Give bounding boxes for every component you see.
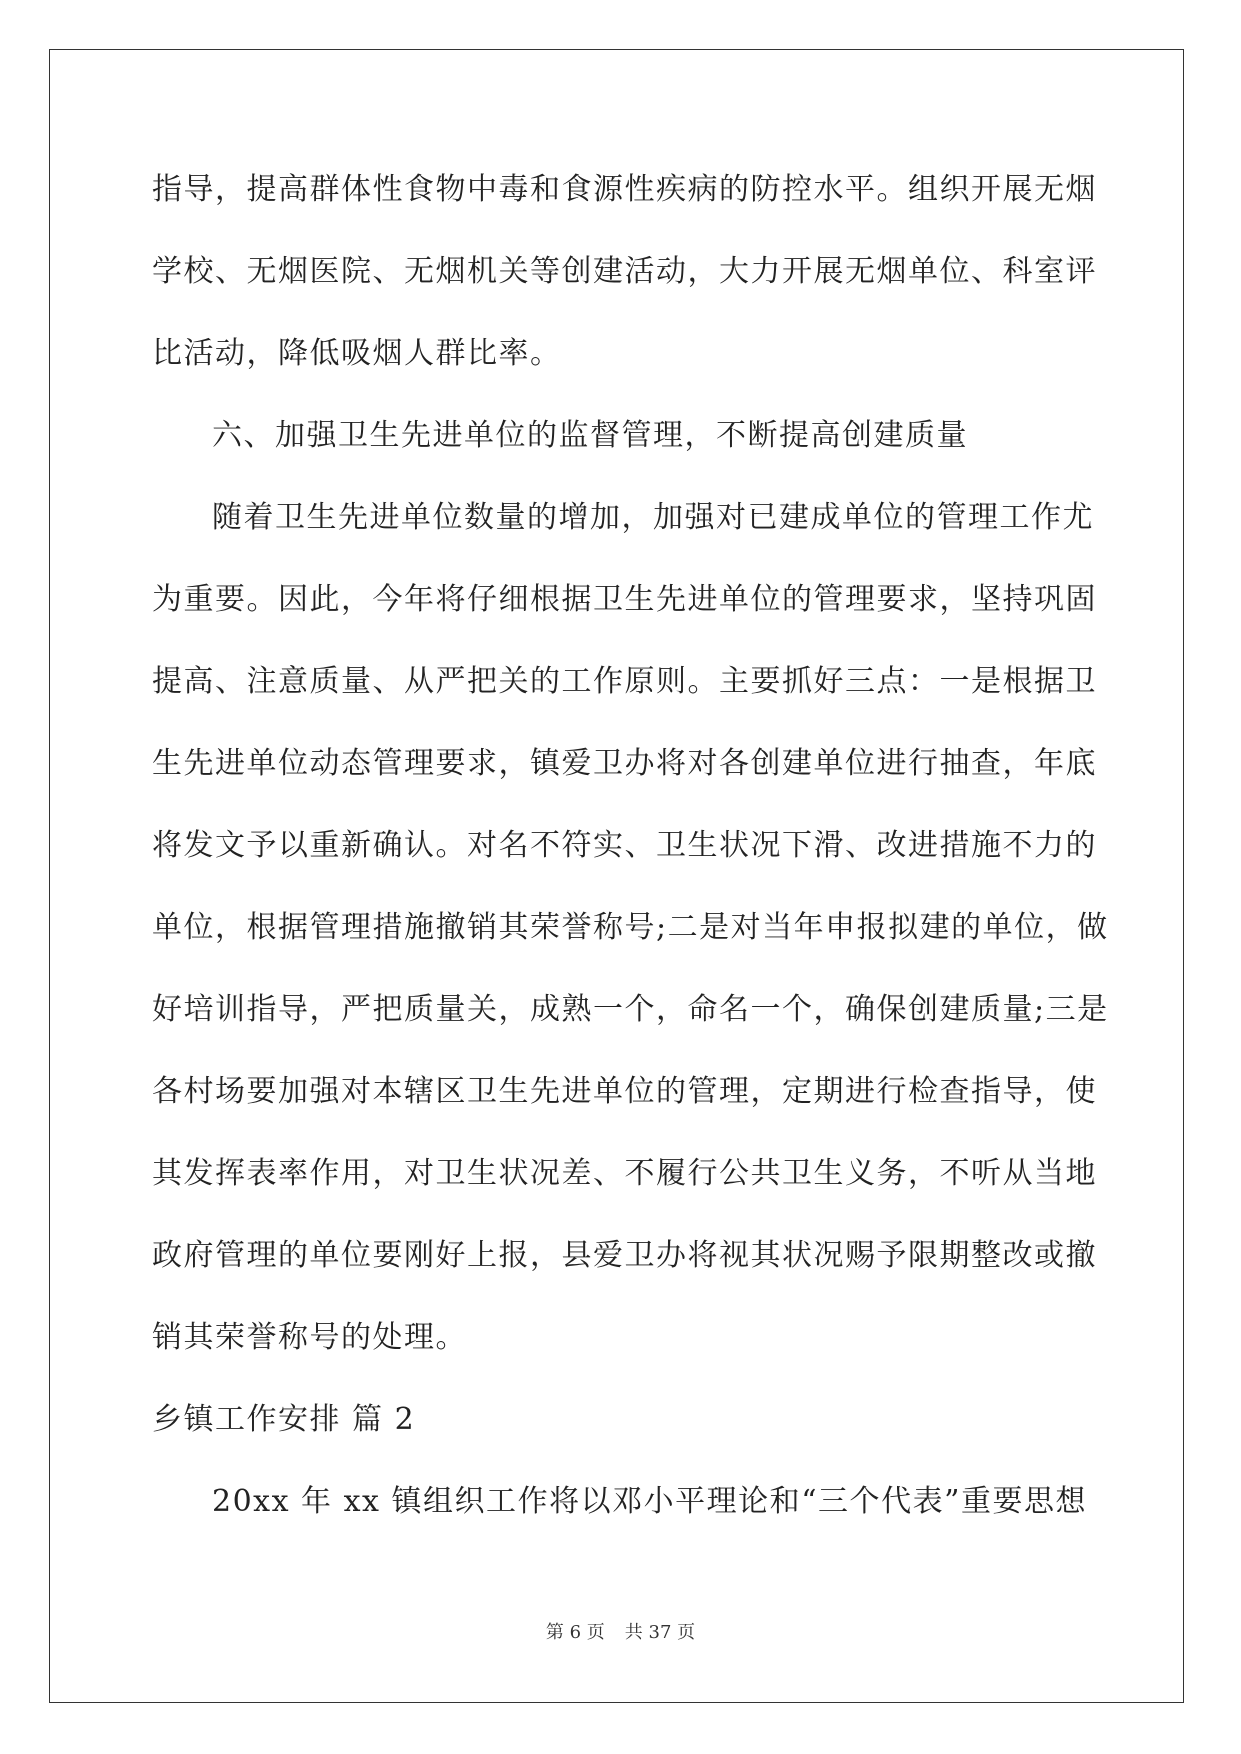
paragraph-line: 各村场要加强对本辖区卫生先进单位的管理，定期进行检查指导，使: [152, 1074, 1097, 1109]
paragraph-line: 政府管理的单位要刚好上报，县爱卫办将视其状况赐予限期整改或撤: [152, 1238, 1097, 1273]
total-pages: 共 37 页: [624, 1622, 696, 1643]
paragraph-line: 随着卫生先进单位数量的增加，加强对已建成单位的管理工作尤: [212, 500, 1094, 535]
paragraph-line: 生先进单位动态管理要求，镇爱卫办将对各创建单位进行抽查，年底: [152, 746, 1097, 781]
paragraph-line: 为重要。因此，今年将仔细根据卫生先进单位的管理要求，坚持巩固: [152, 582, 1097, 617]
paragraph-line: 单位，根据管理措施撤销其荣誉称号;二是对当年申报拟建的单位，做: [152, 910, 1109, 945]
article-heading: 乡镇工作安排 篇 2: [152, 1402, 416, 1437]
paragraph-line: 学校、无烟医院、无烟机关等创建活动，大力开展无烟单位、科室评: [152, 254, 1097, 289]
paragraph-line: 其发挥表率作用，对卫生状况差、不履行公共卫生义务，不听从当地: [152, 1156, 1097, 1191]
page-footer: [0, 1618, 1241, 1644]
paragraph-line: 销其荣誉称号的处理。: [152, 1320, 467, 1355]
document-body: [152, 160, 1109, 1554]
paragraph-line: 提高、注意质量、从严把关的工作原则。主要抓好三点：一是根据卫: [152, 664, 1097, 699]
paragraph-line: 好培训指导，严把质量关，成熟一个，命名一个，确保创建质量;三是: [152, 992, 1109, 1027]
page-number: 第 6 页: [545, 1622, 605, 1643]
paragraph-line: 比活动，降低吸烟人群比率。: [152, 336, 562, 371]
paragraph-line: 将发文予以重新确认。对名不符实、卫生状况下滑、改进措施不力的: [152, 828, 1097, 863]
paragraph-line: 指导，提高群体性食物中毒和食源性疾病的防控水平。组织开展无烟: [152, 172, 1097, 207]
section-heading: 六、加强卫生先进单位的监督管理，不断提高创建质量: [212, 418, 968, 453]
paragraph-line: 20xx 年 xx 镇组织工作将以邓小平理论和“三个代表”重要思想: [212, 1484, 1087, 1519]
